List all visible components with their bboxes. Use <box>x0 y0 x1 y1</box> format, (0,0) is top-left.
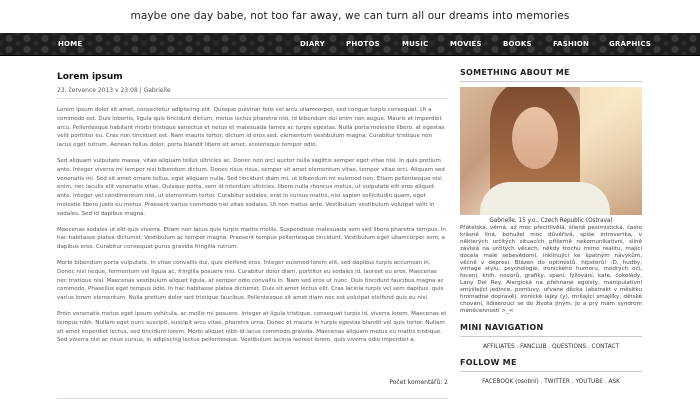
link-facebook[interactable]: FACEBOOK (osobní) <box>482 378 539 385</box>
link-fanclub[interactable]: FANCLUB <box>520 343 547 350</box>
post-paragraph: Lorem ipsum dolor sit amet, consectetur adipiscing elit. Quisque pulvinar felis vel arcu ullamcorper, sed congue turpis consequat. Ut a commodo est. Duis lobortis, ligula quis tincidunt dictum, metus lectus pharetra nisi, id bibendum dui enim non augue. Mauris et imperdiet arcu. Pellentesque habitant morbi tristique senectus et netus et malesuada fames ac turpis egestas. Nulla porta molestie libero, at egestas velit porttitor eu. Cras non tincidunt est. Nam mauris tortor, dictum id eros sed, elementum vestibulum magna. Curabitur tristique non lacus eget rutrum. Aenean tellus dolor, porta blandit libero sit amet, scelerisque tempor odio. <box>57 107 445 149</box>
blog-title: maybe one day babe, not too far away, we can turn all our dreams into memories <box>130 10 570 22</box>
main-navigation <box>0 33 700 56</box>
nav-home[interactable]: HOME <box>58 40 83 48</box>
link-ask[interactable]: ASK <box>608 378 620 385</box>
divider <box>57 398 448 399</box>
link-questions[interactable]: QUESTIONS <box>552 343 586 350</box>
follow-links <box>460 379 642 385</box>
post-paragraph: Maecenas sodales ut elit quis viverra. Etiam non lacus quis turpis mattis mollis. Suspendisse malesuada sem sed libero pharetra tempus. In hac habitasse platea dictumst. Vestibulum ac tempor magna. Praesent tempus pellentesque tincidunt. Vestibulum eget ullamcorper sem, a dapibus eros. Curabitur consequat purus gravida fringilla rutrum. <box>57 226 446 251</box>
post-paragraph: Sed aliquam vulputate massa, vitae aliquam tellus ultricies ac. Donec non orci auctor nulla sagittis semper eget vitae nisi. In quis pretium ante. Integer viverra mi tempor nisi bibendum dictum. Donec risus risus, semper sit amet elementum vitae, tempor vitae orci. Aliquam sed venenatis mi. Sed sit amet ornare tellus, eget aliquam nulla. Sed tincidunt diam mi, ut bibendum mi euismod non. Etiam pellentesque nisi enim, nec iaculis elit venenatis vitae. Quisque porta, sem id interdum ultricies, libero nulla rhoncus metus, ut vulputate elit eros aliquet ante. Integer vel condimentum nisl, ut elementum tortor. Curabitur sodales, erat in cursus mattis, nisl sapien sollicitudin quam, eget molestie libero justo eu metus. Praesent varius commodo nisi vitae sodales. Ut non metus ante. Vestibulum vestibulum volutpat velit in sodales. Sed id dapibus magna. <box>57 157 445 217</box>
separator: . <box>514 343 521 350</box>
nav-fashion[interactable]: FASHION <box>553 40 590 48</box>
follow-heading: FOLLOW ME <box>460 358 642 372</box>
post-title[interactable]: Lorem ipsum <box>57 72 123 82</box>
sidebar <box>460 68 642 385</box>
follow-section <box>460 358 642 385</box>
separator: . <box>546 343 553 350</box>
about-text: Přátelská, věrná, až moc přecitlivělá, šíleně pesimistická, často krásně líná, bohužel moc důvěřivá, spíše introvertka, v některých určitých situacích příšerně nekomunikativní, silně závislá na určitých věcech, někdy trochu mimo realitu, mající docela malé sebevědomí, inklinující ke špatným návykům, věčně v depresi. Blázen do optimistů, hipsterů! :D, hudby, vintage stylu, psychologie, ironického humoru, modrých očí, focení, knih, novorů, grafiky, spaní, lyžování, kafe, čokolády, Lany Del Rey. Alergická na přehnané egoisty, manipulativní smýšlející jedince, pomluvy, uřvané děcka (abstrakt v měsítku hromadné dopravě), ironické lajky (y), mrkající smajlíky, dětské chování, lidiserouci se do života jiným. Jo a prý mám syndrom méněcennosti >_< <box>460 225 642 314</box>
post <box>57 68 448 352</box>
photo-caption: Gabrielle, 15 y.o., Czech Republic (Ostrava) <box>489 218 613 224</box>
post-paragraph: Morbi bibendum porta vulputate. In vitae convallis dui, quis eleifend eros. Integer euismod lorem elit, sed dapibus turpis accumsan in. Donec nisl neque, fermentum vel ligula ac, fringilla posuere nisi. Curabitur dolor diam, porttitor eu sodales id, laoreet eu eros. Maecenas nec tristique nisi. Maecenas vestibulum aliquet ligula, at semper odio convallis in. Nam sed eros ut nunc. Duis tincidunt faucibus magna ac commodo. Phasellus eget tempus odio. In hac habitasse platea dictumst. Duis sit amet lectus elit. Cras lacinia turpis vel sem dapibus, quis varius lorem elementum. Nulla pretium dolor sed tristique faucibus. Pellentesque sit amet diam nec est volutpat eleifend quis eu nisi. <box>57 259 444 302</box>
mini-nav-links <box>460 344 642 350</box>
nav-movies[interactable]: MOVIES <box>450 40 482 48</box>
separator: . <box>538 378 545 385</box>
post-paragraph: Proin venenatis metus eget ipsum vehicula, ac mollis mi posuere. Integer at ligula tristique, consequat turpis id, viverra lorem. Maecenas et tempus nibh. Nullam eget nunc suscipit, suscipit arcu vitae, pharetra urna. Donec et mauris in turpis egestas blandit vel quis tortor. Nullam sit amet imperdiet lectus, sed tincidunt lorem. Morbi aliquet nibh id lacus commodo gravida. Maecenas aliquam metus eu mattis tristique. Sed viverra nisl ac risus cursus, in adipiscing lectus pellentesque. Vestibulum lacinia laoreet lorem, quis viverra odio imperdiet a. <box>57 310 447 344</box>
separator: . <box>602 378 609 385</box>
link-affiliates[interactable]: AFFILIATES <box>482 343 515 350</box>
mini-nav-heading: MINI NAVIGATION <box>460 323 642 337</box>
link-twitter[interactable]: TWITTER <box>544 378 570 385</box>
post-meta: 23. července 2013 v 23:08 | Gabrielle <box>57 87 448 99</box>
separator: . <box>569 378 576 385</box>
post-body <box>57 106 448 345</box>
nav-books[interactable]: BOOKS <box>503 40 532 48</box>
nav-graphics[interactable]: GRAPHICS <box>609 40 652 48</box>
link-youtube[interactable]: YOUTUBE <box>575 378 603 385</box>
nav-diary[interactable]: DIARY <box>300 40 325 48</box>
link-contact[interactable]: CONTACT <box>591 343 620 350</box>
mini-navigation <box>460 323 642 350</box>
nav-photos[interactable]: PHOTOS <box>346 40 380 48</box>
separator: . <box>586 343 592 350</box>
comments-link[interactable]: Počet komentářů: 2 <box>389 379 448 386</box>
about-heading: SOMETHING ABOUT ME <box>460 68 642 82</box>
profile-photo <box>460 87 642 215</box>
nav-music[interactable]: MUSIC <box>402 40 429 48</box>
